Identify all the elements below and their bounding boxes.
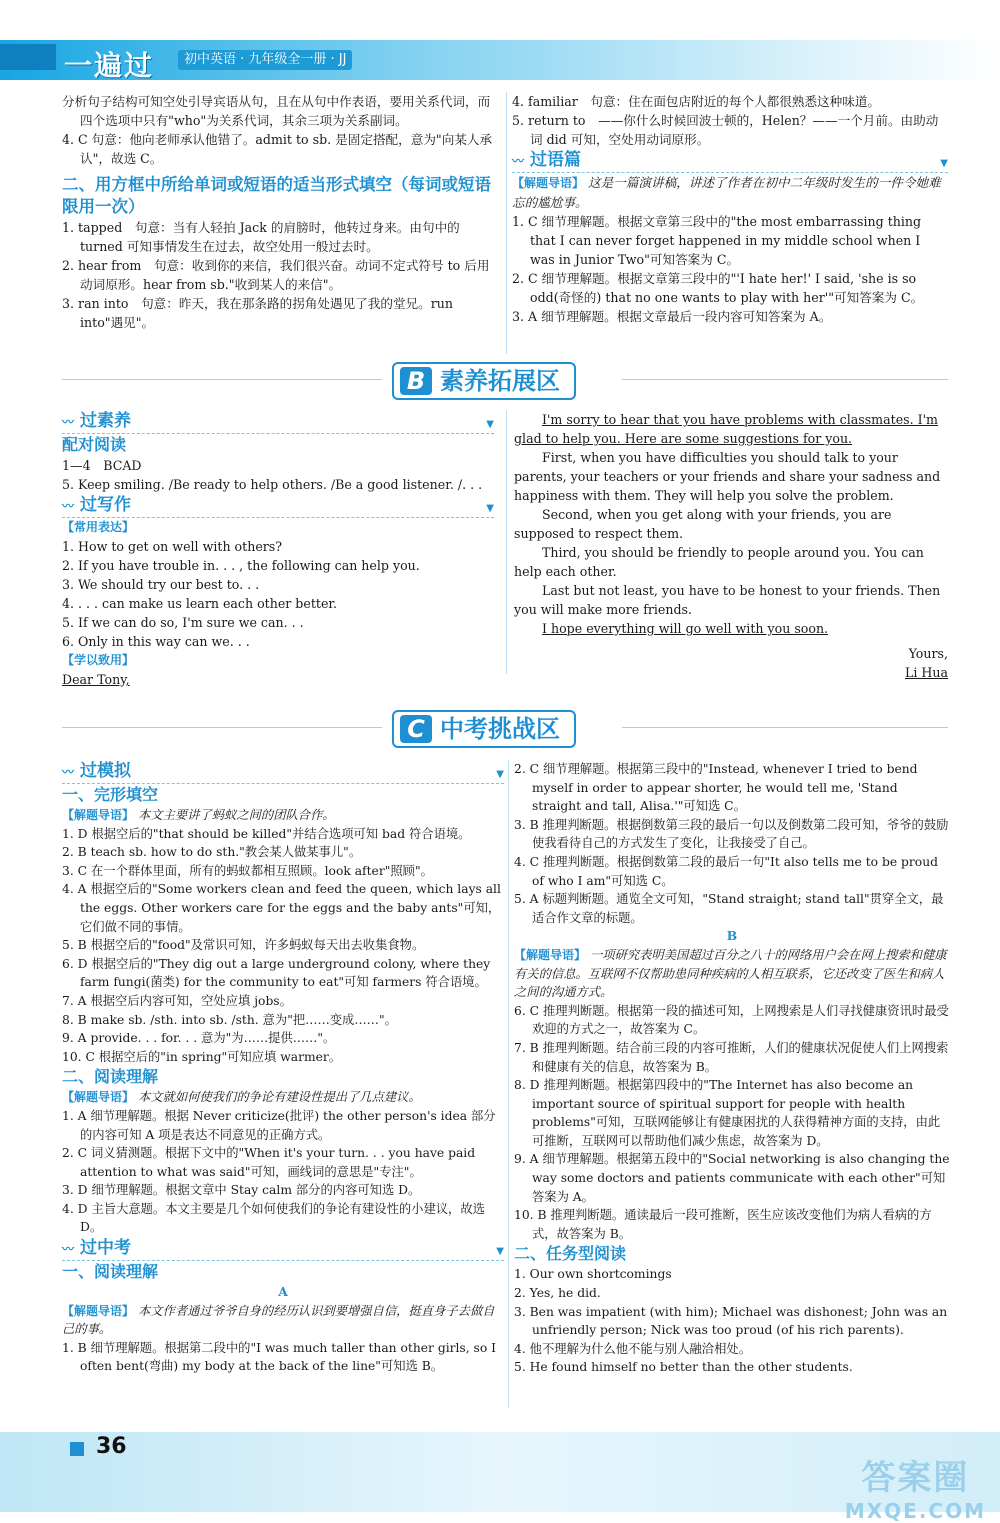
column-divider — [506, 92, 507, 354]
answer-item: 5. return to ——你什么时候回波士顿的，Helen？——一个月前。由助动词 did 可知，空处用动词原形。 — [512, 113, 939, 147]
answer-item: 10. C 根据空后的"in spring"可知应填 warmer。 — [62, 1049, 342, 1064]
tag-label: 【学以致用】 — [62, 653, 135, 667]
letter-paragraph: Third, you should be friendly to people around you. You can help each other. — [514, 545, 924, 579]
c-left-column — [62, 760, 504, 1376]
letter-paragraph: I'm sorry to hear that you have problems with classmates. I'm glad to help you. Here are some suggestions for you. — [514, 412, 938, 446]
answer-item: 6. C 推理判断题。根据第一段的描述可知，上网搜索是人们寻找健康资讯时最受欢迎的方式之一，故答案为 C。 — [514, 1003, 949, 1037]
passage-label: A — [278, 1284, 288, 1300]
answer-item: 9. A provide. . . for. . . 意为"为……提供……"。 — [62, 1031, 336, 1046]
page-marker-icon — [70, 1442, 84, 1456]
banner-rule — [622, 727, 948, 728]
brand-logo: 一遍过 — [64, 49, 155, 82]
arrow-down-icon: ▼ — [486, 419, 494, 430]
answer-item: 3. D 细节理解题。根据文章中 Stay calm 部分的内容可知选 D。 — [62, 1183, 421, 1198]
answer-item: 5. B 根据空后的"food"及常识可知，许多蚂蚁每天出去收集食物。 — [62, 938, 425, 953]
sub-heading: 一、阅读理解 — [62, 1262, 159, 1282]
section-heading: 二、用方框中所给单词或短语的适当形式填空（每词或短语限用一次） — [62, 175, 491, 216]
b-left-column — [62, 410, 494, 689]
watermark-url: MXQE.COM — [844, 1499, 986, 1523]
arrow-down-icon: ▼ — [496, 1246, 504, 1258]
banner-box — [392, 362, 576, 400]
answer-item: 1. B 细节理解题。根据第二段中的"I was much taller than other girls, so I often bent(弯曲) my body at the back of the line"可知选 B。 — [62, 1340, 497, 1374]
answer-item: 3. A 细节理解题。根据文章最后一段内容可知答案为 A。 — [512, 309, 832, 324]
answer-item: 2. C 细节理解题。根据第三段中的"Instead, whenever I tried to bend myself in order to appear shorter, he would tell me, 'Stand straight and tall, Alisa.'"可知选 C。 — [514, 762, 918, 814]
answer-item: 4. A 根据空后的"Some workers clean and feed the queen, which lays all the eggs. Other workers care for the eggs and the baby ants"可知，它们做不同的事情。 — [62, 882, 501, 934]
top-right-column — [512, 92, 948, 326]
answer-item: 4. C 句意：他向老师承认他错了。admit to sb. 是固定搭配，意为"向某人承认"，故选 C。 — [62, 132, 493, 166]
c-right-column — [514, 760, 950, 1377]
banner-title: 素养拓展区 — [440, 367, 560, 395]
book-subtitle: 初中英语 · 九年级全一册 · JJ — [178, 50, 352, 70]
letter-paragraph: I hope everything will go well with you soon. — [542, 621, 829, 636]
banner-letter: C — [400, 715, 432, 743]
arrow-down-icon: ▼ — [940, 158, 948, 169]
section-banner-b — [62, 362, 948, 398]
task-answer: 2. Yes, he did. — [514, 1286, 601, 1301]
header-strip — [0, 44, 56, 70]
wave-icon: 〰 — [62, 499, 75, 513]
answer-item: 4. C 推理判断题。根据倒数第二段的最后一句"It also tells me to be proud of who I am"可知选 C。 — [514, 854, 938, 888]
expression-line: 5. If we can do so, I'm sure we can. . . — [62, 615, 304, 630]
wave-icon: 〰 — [62, 1242, 75, 1257]
banner-letter: B — [400, 367, 432, 395]
guide-paragraph: 【解题导语】 本文主要讲了蚂蚁之间的团队合作。 — [62, 808, 335, 822]
answer-item: 10. B 推理判断题。通读最后一段可推断，医生应该改变他们为病人看病的方式，故答案为 B。 — [514, 1208, 932, 1241]
answer-item: 8. D 推理判断题。根据第四段中的"The Internet has also become an important source of spiritual support for people with health problems"可知，互联网能够让有健康困扰的人获得精神方面的支持，由此可推断，互联网可以帮助他们减少焦虑，故答案为 D。 — [514, 1078, 941, 1148]
answer-line: 5. Keep smiling. /Be ready to help others. /Be a good listener. /. . . — [62, 477, 483, 492]
letter-closing: Yours, — [908, 646, 948, 661]
answer-item: 2. hear from 句意：收到你的来信，我们很兴奋。动词不定式符号 to 后用动词原形。hear from sb."收到某人的来信"。 — [62, 258, 490, 292]
guide-paragraph: 【解题导语】 本文就如何使我们的争论有建设性提出了几点建议。 — [62, 1090, 421, 1105]
answer-item: 2. B teach sb. how to do sth."教会某人做某事儿"。 — [62, 845, 362, 860]
module-heading: 〰 过中考 ▼ — [62, 1237, 504, 1261]
letter-salutation: Dear Tony, — [62, 672, 130, 687]
wave-icon: 〰 — [512, 154, 525, 168]
letter-signature: Li Hua — [905, 665, 948, 680]
sub-heading: 二、任务型阅读 — [514, 1244, 627, 1264]
page-header — [0, 0, 1000, 82]
letter-paragraph: First, when you have difficulties you should talk to your parents, your teachers or your friends and share your sadness and happiness with them. They will help you solve the problem. — [514, 450, 941, 503]
task-answer: 5. He found himself no better than the other students. — [514, 1360, 853, 1375]
letter-paragraph: Second, when you get along with your friends, you are supposed to respect them. — [514, 507, 892, 541]
answer-item: 2. C 细节理解题。根据文章第三段中的"'I hate her!' I said, 'she is so odd(奇怪的) that no one wants to play with her'"可知答案为 C。 — [512, 271, 924, 305]
answer-item: 分析句子结构可知空处引导宾语从句，且在从句中作表语，要用关系代词，而四个选项中只有"who"为关系代词，其余三项为关系副词。 — [62, 94, 491, 128]
expression-line: 2. If you have trouble in. . . , the following can help you. — [62, 558, 420, 573]
answer-item: 4. D 主旨大意题。本文主要是几个如何使我们的争论有建设性的小建议，故选 D。 — [62, 1201, 485, 1235]
sub-heading: 二、阅读理解 — [62, 1067, 159, 1087]
guide-paragraph: 【解题导语】 这是一篇演讲稿，讲述了作者在初中二年级时发生的一件令她难忘的尴尬事。 — [512, 175, 941, 210]
task-answer: 1. Our own shortcomings — [514, 1267, 672, 1282]
task-answer: 3. Ben was impatient (with him); Michael was dishonest; John was an unfriendly person; Nick was too proud (of his rich parents). — [514, 1304, 948, 1338]
section-banner-c — [62, 710, 948, 746]
expression-line: 6. Only in this way can we. . . — [62, 634, 250, 649]
answer-item: 1. C 细节理解题。根据文章第三段中的"the most embarrassing thing that I can never forget happened in my middle school when I was in Junior Two"可知答案为 C。 — [512, 214, 922, 267]
answer-item: 7. A 根据空后内容可知，空处应填 jobs。 — [62, 993, 292, 1008]
answer-item: 1. A 细节理解题。根据 Never criticize(批评) the other person's idea 部分的内容可知 A 项是表达不同意见的正确方式。 — [62, 1108, 496, 1142]
arrow-down-icon: ▼ — [496, 769, 504, 780]
b-right-column — [514, 410, 948, 682]
answer-item: 8. B make sb. /sth. into sb. /sth. 意为"把……变成……"。 — [62, 1012, 397, 1027]
guide-paragraph: 【解题导语】 本文作者通过爷爷自身的经历认识到要增强自信，挺直身子去做自己的事。 — [62, 1303, 495, 1337]
page-number: 36 — [96, 1434, 127, 1459]
column-divider — [506, 410, 507, 674]
guide-paragraph: 【解题导语】 一项研究表明美国超过百分之八十的网络用户会在网上搜索和健康有关的信息。互联网不仅帮助患同种疾病的人相互联系，它还改变了医生和病人之间的沟通方式。 — [514, 947, 947, 1000]
wave-icon: 〰 — [62, 765, 75, 779]
letter-paragraph: Last but not least, you have to be honest to your friends. Then you will make more friends. — [514, 583, 941, 617]
task-answer: 4. 他不理解为什么他不能与别人融洽相处。 — [514, 1341, 751, 1356]
answer-item: 2. C 词义猜测题。根据下文中的"When it's your turn. . . you have paid attention to what was said"可知，画线词的意思是"专注"。 — [62, 1146, 476, 1179]
passage-label: B — [726, 928, 738, 944]
expression-line: 1. How to get on well with others? — [62, 539, 283, 554]
answer-item: 4. familiar 句意：住在面包店附近的每个人都很熟悉这种味道。 — [512, 94, 881, 109]
answer-line: 1—4 BCAD — [62, 458, 142, 473]
answer-item: 3. ran into 句意：昨天，我在那条路的拐角处遇见了我的堂兄。run into"遇见"。 — [62, 296, 453, 330]
top-left-column — [62, 92, 500, 332]
answer-item: 3. C 在一个群体里面，所有的蚂蚁都相互照顾。look after"照顾"。 — [62, 863, 433, 878]
answer-item: 7. B 推理判断题。结合前三段的内容可推断，人们的健康状况促使人们上网搜索和健康有关的信息，故答案为 B。 — [514, 1040, 949, 1074]
answer-item: 1. tapped 句意：当有人轻拍 Jack 的肩膀时，他转过身来。由句中的 turned 可知事情发生在过去，故空处用一般过去时。 — [62, 220, 460, 254]
banner-rule — [622, 379, 948, 380]
module-heading: 〰 过素养 ▼ — [62, 410, 494, 434]
arrow-down-icon: ▼ — [486, 503, 494, 514]
banner-rule — [62, 727, 382, 728]
banner-box — [392, 710, 576, 748]
expression-line: 4. . . . can make us learn each other better. — [62, 596, 338, 611]
answer-item: 1. D 根据空后的"that should be killed"并结合选项可知 bad 符合语境。 — [62, 826, 471, 841]
banner-rule — [62, 379, 382, 380]
wave-icon: 〰 — [62, 415, 75, 429]
watermark-title: 答案圈 — [861, 1458, 970, 1498]
watermark — [845, 1450, 986, 1523]
answer-item: 6. D 根据空后的"They dig out a large underground colony, where they farm fungi(菌类) for the community to eat"可知 farmers 符合语境。 — [62, 956, 491, 990]
module-heading: 〰 过模拟 ▼ — [62, 760, 504, 784]
answer-item: 5. A 标题判断题。通览全文可知，"Stand straight; stand tall"贯穿全文，最适合作文章的标题。 — [514, 892, 944, 925]
column-divider — [508, 760, 509, 1408]
sub-heading: 配对阅读 — [62, 435, 127, 454]
banner-title: 中考挑战区 — [440, 715, 560, 743]
expression-line: 3. We should try our best to. . . — [62, 577, 260, 592]
tag-label: 【常用表达】 — [62, 520, 135, 534]
module-heading: 〰 过语篇 ▼ — [512, 149, 948, 173]
answer-item: 3. B 推理判断题。根据倒数第三段的最后一句以及倒数第二段可知，爷爷的鼓励使我看待自己的方式发生了变化，让我接受了自己。 — [514, 817, 949, 851]
module-heading: 〰 过写作 ▼ — [62, 494, 494, 518]
answer-item: 9. A 细节理解题。根据第五段中的"Social networking is also changing the way some doctors and patients communicate with each other"可知答案为 A。 — [514, 1152, 950, 1204]
sub-heading: 一、完形填空 — [62, 785, 159, 804]
